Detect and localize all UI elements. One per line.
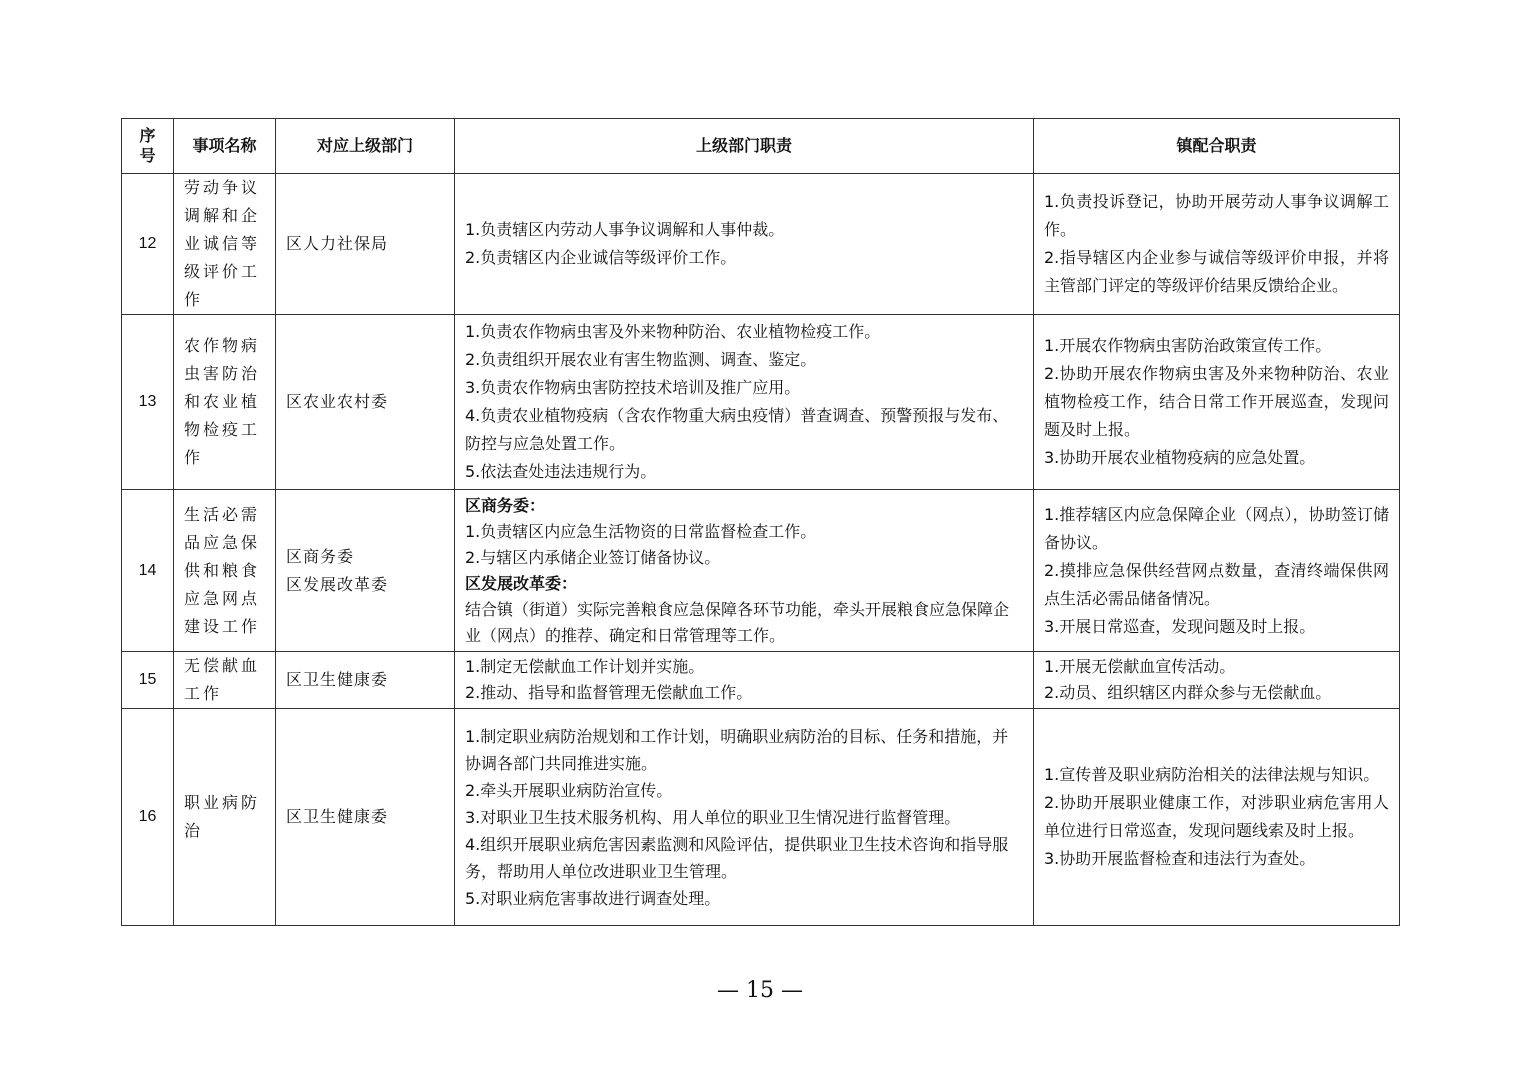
row-duty — [455, 490, 1034, 652]
row-item-name: 职业病防治 — [174, 709, 276, 926]
town-line: 2.指导辖区内企业参与诚信等级评价申报，并将主管部门评定的等级评价结果反馈给企业。 — [1044, 248, 1389, 295]
duty-line: 4.负责农业植物疫病（含农作物重大病虫疫情）普查调查、预警预报与发布、防控与应急处置工作。 — [465, 406, 1009, 453]
duty-line: 2.负责组织开展农业有害生物监测、调查、鉴定。 — [465, 350, 817, 369]
dept-line: 区人力社保局 — [286, 234, 389, 253]
row-dept — [276, 652, 455, 709]
table-row — [122, 315, 1400, 490]
row-seq: 15 — [122, 652, 174, 709]
duty-line: 5.依法查处违法违规行为。 — [465, 462, 657, 481]
town-line: 3.开展日常巡查，发现问题及时上报。 — [1044, 616, 1316, 636]
table-header-row — [122, 119, 1400, 174]
duty-line: 1.负责农作物病虫害及外来物种防治、农业植物检疫工作。 — [465, 322, 881, 341]
duty-line: 1.制定职业病防治规划和工作计划，明确职业病防治的目标、任务和措施，并协调各部门共同推进实施。 — [465, 726, 1009, 773]
row-town-duty — [1034, 709, 1400, 926]
dept-line: 区卫生健康委 — [286, 807, 389, 826]
duty-line: 5.对职业病危害事故进行调查处理。 — [465, 888, 721, 908]
row-town-duty — [1034, 315, 1400, 490]
row-seq: 14 — [122, 490, 174, 652]
duty-line: 3.对职业卫生技术服务机构、用人单位的职业卫生情况进行监督管理。 — [465, 807, 961, 827]
duty-subheading: 区商务委： — [465, 495, 546, 515]
town-line: 2.摸排应急保供经营网点数量，查清终端保供网点生活必需品储备情况。 — [1044, 560, 1389, 608]
duty-line: 1.负责辖区内劳动人事争议调解和人事仲裁。 — [465, 220, 785, 239]
table-row — [122, 709, 1400, 926]
town-line: 1.开展无偿献血宣传活动。 — [1044, 657, 1236, 676]
duty-line: 4.组织开展职业病危害因素监测和风险评估，提供职业卫生技术咨询和指导服务，帮助用人单位改进职业卫生管理。 — [465, 834, 1009, 881]
dept-line: 区卫生健康委 — [286, 670, 389, 689]
duty-line: 3.负责农作物病虫害防控技术培训及推广应用。 — [465, 378, 801, 397]
duty-line: 2.推动、指导和监督管理无偿献血工作。 — [465, 683, 753, 702]
row-duty — [455, 174, 1034, 315]
row-duty — [455, 315, 1034, 490]
row-seq: 16 — [122, 709, 174, 926]
town-line: 1.负责投诉登记，协助开展劳动人事争议调解工作。 — [1044, 192, 1389, 239]
page-number: — 15 — — [717, 978, 803, 1003]
table-row — [122, 490, 1400, 652]
duty-line: 1.制定无偿献血工作计划并实施。 — [465, 657, 705, 676]
row-seq: 13 — [122, 315, 174, 490]
town-line: 3.协助开展农业植物疫病的应急处置。 — [1044, 448, 1316, 467]
town-line: 2.协助开展农作物病虫害及外来物种防治、农业植物检疫工作，结合日常工作开展巡查，发现问题及时上报。 — [1044, 364, 1389, 439]
table-row — [122, 174, 1400, 315]
header-name: 事项名称 — [174, 119, 276, 174]
town-line: 2.协助开展职业健康工作，对涉职业病危害用人单位进行日常巡查，发现问题线索及时上报。 — [1044, 793, 1389, 840]
header-seq: 序号 — [122, 119, 174, 174]
row-duty — [455, 709, 1034, 926]
table-row — [122, 652, 1400, 709]
row-dept — [276, 174, 455, 315]
row-duty — [455, 652, 1034, 709]
header-duty: 上级部门职责 — [455, 119, 1034, 174]
row-town-duty — [1034, 174, 1400, 315]
row-dept — [276, 709, 455, 926]
header-town: 镇配合职责 — [1034, 119, 1400, 174]
duty-table — [121, 118, 1400, 926]
duty-line: 1.负责辖区内应急生活物资的日常监督检查工作。 — [465, 521, 817, 541]
duty-line: 2.负责辖区内企业诚信等级评价工作。 — [465, 248, 737, 267]
row-town-duty — [1034, 490, 1400, 652]
town-line: 1.开展农作物病虫害防治政策宣传工作。 — [1044, 336, 1332, 355]
dept-line: 区农业农村委 — [286, 392, 389, 411]
row-dept — [276, 315, 455, 490]
duty-subheading: 区发展改革委： — [465, 573, 578, 593]
row-item-name: 农作物病虫害防治和农业植物检疫工作 — [174, 315, 276, 490]
town-line: 1.推荐辖区内应急保障企业（网点），协助签订储备协议。 — [1044, 504, 1389, 552]
row-item-name: 无偿献血工作 — [174, 652, 276, 709]
row-seq: 12 — [122, 174, 174, 315]
row-dept — [276, 490, 455, 652]
town-line: 3.协助开展监督检查和违法行为查处。 — [1044, 849, 1316, 868]
row-town-duty — [1034, 652, 1400, 709]
town-line: 1.宣传普及职业病防治相关的法律法规与知识。 — [1044, 765, 1380, 784]
dept-line: 区发展改革委 — [286, 574, 389, 594]
duty-line: 2.牵头开展职业病防治宣传。 — [465, 780, 673, 800]
dept-line: 区商务委 — [286, 546, 355, 566]
header-dept: 对应上级部门 — [276, 119, 455, 174]
duty-line: 2.与辖区内承储企业签订储备协议。 — [465, 547, 721, 567]
row-item-name: 生活必需品应急保供和粮食应急网点建设工作 — [174, 490, 276, 652]
town-line: 2.动员、组织辖区内群众参与无偿献血。 — [1044, 683, 1332, 702]
row-item-name: 劳动争议调解和企业诚信等级评价工作 — [174, 174, 276, 315]
duty-line: 结合镇（街道）实际完善粮食应急保障各环节功能，牵头开展粮食应急保障企业（网点）的推荐、确定和日常管理等工作。 — [465, 599, 1010, 645]
